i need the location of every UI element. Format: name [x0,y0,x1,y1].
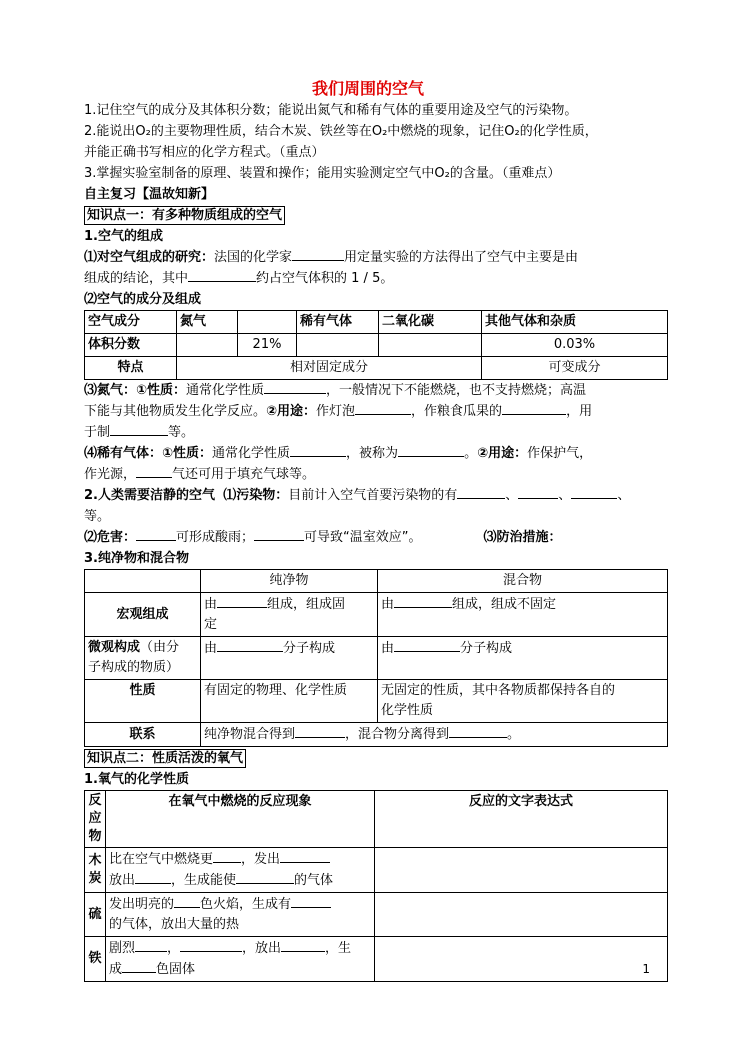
blank[interactable] [217,638,283,652]
table-header [85,570,201,593]
text: 可形成酸雨； [176,530,255,545]
table-cell [378,593,668,637]
harm-label: ⑵危害： [84,530,137,545]
section-oxygen-properties: 1.氧气的化学性质 [84,772,189,787]
table-cell: 可变成分 [482,357,668,380]
blank[interactable] [264,380,326,394]
table-header: 氮气 [177,311,238,334]
table-cell: 21% [238,334,297,357]
text: 由 [204,597,218,612]
blank[interactable] [518,485,558,499]
pure-mixture-table [84,569,668,747]
objective-1: 1.记住空气的成分及其体积分数；能说出氮气和稀有气体的重要用途及空气的污染物。 [84,103,578,118]
text: 约占空气体积的 1 / 5。 [256,271,394,286]
blank[interactable] [136,464,172,478]
blank[interactable] [291,894,331,908]
text: 比在空气中燃烧更 [109,852,214,867]
section-clean-air: 2.人类需要洁静的空气 [84,488,215,503]
text: 子构成的物质） [88,660,180,675]
text: 由 [381,641,395,656]
table-cell [106,848,375,893]
blank[interactable] [188,268,256,282]
table-cell [106,893,375,937]
section-air-composition: 1.空气的组成 [84,229,163,244]
text: 微观构成 [88,640,141,655]
table-cell[interactable] [297,334,379,357]
text: 色固体 [156,962,196,977]
text: ，混合物分离得到 [345,727,450,742]
text: 用定量实验的方法得出了空气中主要是由 [344,250,579,265]
text: （由分 [140,640,180,655]
air-composition-table [84,310,668,380]
table-cell[interactable] [379,334,482,357]
text: ①性质： [162,446,213,461]
table-header: 反应的文字表达式 [375,791,668,848]
table-cell[interactable] [375,937,668,982]
table-row-label: 体积分数 [85,334,177,357]
text: 由 [381,597,395,612]
blank[interactable] [280,849,330,863]
table-cell [201,593,378,637]
blank[interactable] [180,938,242,952]
table-header: 纯净物 [201,570,378,593]
objective-2-cont: 并能正确书写相应的化学方程式。（重点） [84,145,325,160]
blank[interactable] [571,485,617,499]
text: 气还可用于填充气球等。 [172,467,316,482]
blank[interactable] [394,638,460,652]
text: 、 [558,488,572,503]
objective-2: 2.能说出O₂的主要物理性质，结合木炭、铁丝等在O₂中燃烧的现象，记住O₂的化学性质， [84,124,598,139]
text: 色火焰，生成有 [200,897,292,912]
text: 作保护气， [527,446,593,461]
knowledge-point-2: 知识点二：性质活泼的氧气 [84,749,246,768]
table-header: 混合物 [378,570,668,593]
blank[interactable] [213,849,241,863]
blank[interactable] [457,485,505,499]
text: 、 [617,488,631,503]
section-pure-mixture: 3.纯净物和混合物 [84,551,189,566]
knowledge-point-1: 知识点一：有多种物质组成的空气 [84,206,285,225]
text: 下能与其他物质发生化学反应。 [84,404,267,419]
text: 作灯泡 [316,404,356,419]
blank[interactable] [355,401,411,415]
text: 通常化学性质 [212,446,291,461]
table-row-label: 宏观组成 [85,593,201,637]
text: ②用途： [477,446,528,461]
table-cell: 有固定的物理、化学性质 [201,680,378,723]
review-heading: 自主复习【温故知新】 [84,187,215,202]
text: 等。 [168,425,195,440]
text: ，一般情况下不能燃烧，也不支持燃烧；高温 [326,383,587,398]
prevention-label: ⑶防治措施： [483,530,562,545]
text: 的气体 [294,873,334,888]
text: ，用 [566,404,593,419]
document-page [84,78,662,982]
blank[interactable] [135,938,167,952]
text: 放出 [109,873,136,888]
blank[interactable] [295,724,345,738]
text: 于制 [84,425,111,440]
text: ，作粮食瓜果的 [411,404,503,419]
blank[interactable] [292,247,344,261]
text: ，被称为 [346,446,399,461]
text: 组成，组成固 [267,597,346,612]
page-number: 1 [642,962,650,976]
text: ②用途： [266,404,317,419]
table-row-label: 特点 [85,357,177,380]
table-cell[interactable] [375,848,668,893]
text: 等。 [84,509,111,524]
table-cell [378,637,668,680]
text: ， [167,941,181,956]
text: 作光源， [84,467,137,482]
text: ，放出 [242,941,282,956]
text: 化学性质 [381,703,434,718]
text: 、 [505,488,519,503]
blank[interactable] [122,959,156,973]
table-row-label: 铁 [85,937,106,982]
text: 组成的结论，其中 [84,271,189,286]
table-row-label [85,637,201,680]
table-row-label: 性质 [85,680,201,723]
text: ，生 [325,941,352,956]
table-cell [201,723,668,747]
text: 无固定的性质，其中各物质都保持各自的 [381,683,616,698]
text: 成 [109,962,123,977]
table-header: 其他气体和杂质 [482,311,668,334]
composition-label: ⑵空气的成分及组成 [84,292,202,307]
blank[interactable] [281,938,325,952]
table-cell: 0.03% [482,334,668,357]
table-header: 在氧气中燃烧的反应现象 [106,791,375,848]
blank[interactable] [398,443,464,457]
blank[interactable] [254,527,304,541]
blank[interactable] [110,422,168,436]
text: ①性质： [136,383,187,398]
blank[interactable] [449,724,507,738]
blank[interactable] [135,870,171,884]
text: 分子构成 [460,641,513,656]
oxygen-reaction-table [84,790,668,982]
text: 目前计入空气首要污染物的有 [288,488,458,503]
table-cell[interactable] [238,311,297,334]
text: 。 [507,727,521,742]
text: ，生成能使 [171,873,237,888]
text: 剧烈 [109,941,136,956]
table-cell[interactable] [177,334,238,357]
text: 。 [464,446,478,461]
table-header: 空气成分 [85,311,177,334]
table-row-label: 木炭 [85,848,106,893]
pollutant-label: ⑴污染物： [223,488,289,503]
text: 定 [204,617,218,632]
table-row-label: 硫 [85,893,106,937]
table-cell: 相对固定成分 [177,357,482,380]
blank[interactable] [290,443,346,457]
objective-3: 3.掌握实验室制备的原理、装置和操作；能用实验测定空气中O₂的含量。（重难点） [84,166,561,181]
text: 法国的化学家 [214,250,293,265]
text: 的气体，放出大量的热 [109,917,240,932]
text: 由 [204,641,218,656]
blank[interactable] [502,401,566,415]
blank[interactable] [136,527,176,541]
blank[interactable] [174,894,200,908]
page-title: 我们周围的空气 [311,79,424,98]
table-cell [378,680,668,723]
table-cell[interactable] [375,893,668,937]
text: 可导致“温室效应”。 [304,530,422,545]
text: 纯净物混合得到 [204,727,296,742]
table-row-label: 联系 [85,723,201,747]
blank[interactable] [236,870,294,884]
blank[interactable] [217,594,267,608]
table-header: 稀有气体 [297,311,379,334]
nitrogen-label: ⑶氮气： [84,383,137,398]
table-header: 二氧化碳 [379,311,482,334]
text: ，发出 [241,852,281,867]
text: 分子构成 [283,641,336,656]
table-cell [201,637,378,680]
table-cell [106,937,375,982]
table-header: 反应物 [85,791,106,848]
text: 通常化学性质 [186,383,265,398]
research-label: ⑴对空气组成的研究： [84,250,215,265]
blank[interactable] [394,594,452,608]
text: 发出明亮的 [109,897,175,912]
text: 组成，组成不固定 [452,597,557,612]
rare-gas-label: ⑷稀有气体： [84,446,163,461]
